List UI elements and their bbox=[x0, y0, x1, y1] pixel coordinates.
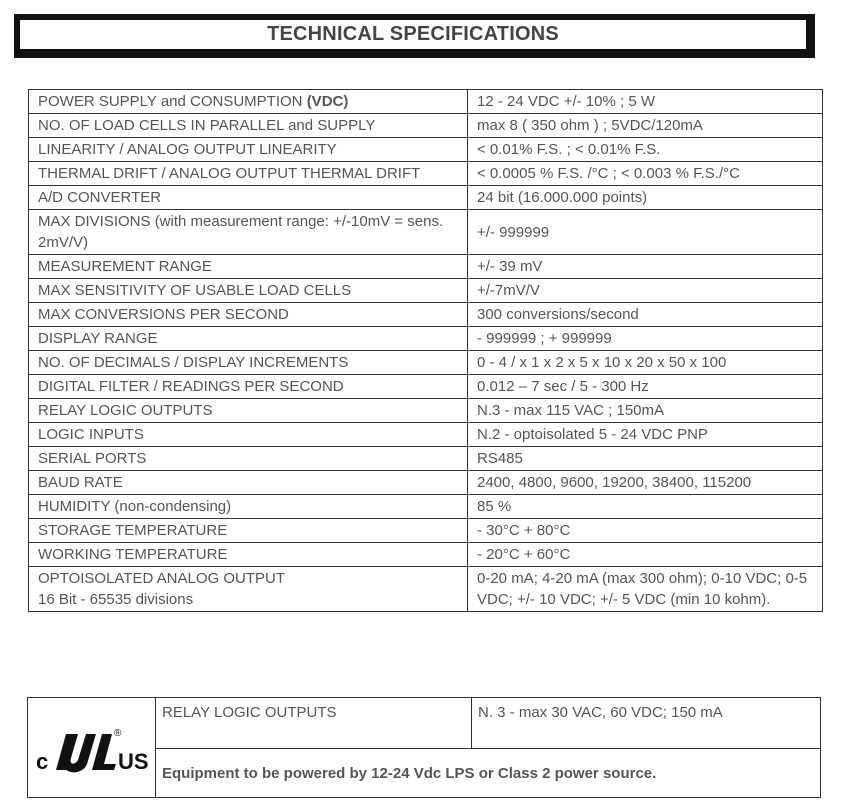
spec-label: NO. OF DECIMALS / DISPLAY INCREMENTS bbox=[29, 351, 468, 375]
table-row bbox=[29, 114, 823, 138]
spec-value: 0-20 mA; 4-20 mA (max 300 ohm); 0-10 VDC; 0-5 VDC; +/- 10 VDC; +/- 5 VDC (min 10 kohm). bbox=[468, 567, 823, 612]
spec-value: N.3 - max 115 VAC ; 150mA bbox=[468, 399, 823, 423]
table-row bbox=[29, 255, 823, 279]
spec-value: 12 - 24 VDC +/- 10% ; 5 W bbox=[468, 90, 823, 114]
svg-text:c: c bbox=[36, 749, 49, 774]
table-row bbox=[29, 447, 823, 471]
spec-value: 300 conversions/second bbox=[468, 303, 823, 327]
spec-value: RS485 bbox=[468, 447, 823, 471]
ul-logo-cell bbox=[28, 698, 156, 798]
spec-value: 0 - 4 / x 1 x 2 x 5 x 10 x 20 x 50 x 100 bbox=[468, 351, 823, 375]
svg-text:US: US bbox=[118, 749, 149, 774]
spec-label: MAX SENSITIVITY OF USABLE LOAD CELLS bbox=[29, 279, 468, 303]
power-source-note: Equipment to be powered by 12-24 Vdc LPS or Class 2 power source. bbox=[156, 749, 821, 798]
table-row bbox=[29, 162, 823, 186]
spec-label: MAX CONVERSIONS PER SECOND bbox=[29, 303, 468, 327]
spec-label: LOGIC INPUTS bbox=[29, 423, 468, 447]
spec-label: DISPLAY RANGE bbox=[29, 327, 468, 351]
relay-label: RELAY LOGIC OUTPUTS bbox=[156, 698, 472, 749]
spec-value: +/- 999999 bbox=[468, 210, 823, 255]
spec-label: WORKING TEMPERATURE bbox=[29, 543, 468, 567]
spec-label: THERMAL DRIFT / ANALOG OUTPUT THERMAL DRIFT bbox=[29, 162, 468, 186]
spec-label: STORAGE TEMPERATURE bbox=[29, 519, 468, 543]
spec-value: 0.012 – 7 sec / 5 - 300 Hz bbox=[468, 375, 823, 399]
svg-text:®: ® bbox=[114, 728, 122, 739]
spec-label: RELAY LOGIC OUTPUTS bbox=[29, 399, 468, 423]
table-row bbox=[29, 399, 823, 423]
certification-table bbox=[27, 697, 821, 798]
spec-value: 24 bit (16.000.000 points) bbox=[468, 186, 823, 210]
spec-value: < 0.01% F.S. ; < 0.01% F.S. bbox=[468, 138, 823, 162]
spec-label: LINEARITY / ANALOG OUTPUT LINEARITY bbox=[29, 138, 468, 162]
spec-value: - 20°C + 60°C bbox=[468, 543, 823, 567]
table-row bbox=[29, 567, 823, 612]
page-title: TECHNICAL SPECIFICATIONS bbox=[267, 23, 559, 45]
spec-label: HUMIDITY (non-condensing) bbox=[29, 495, 468, 519]
table-row bbox=[29, 375, 823, 399]
table-row bbox=[29, 186, 823, 210]
spec-value: - 30°C + 80°C bbox=[468, 519, 823, 543]
spec-label: A/D CONVERTER bbox=[29, 186, 468, 210]
spec-label: MEASUREMENT RANGE bbox=[29, 255, 468, 279]
title-box bbox=[14, 14, 815, 58]
title-inner bbox=[19, 19, 807, 50]
table-row bbox=[29, 423, 823, 447]
table-row bbox=[29, 519, 823, 543]
spec-label: MAX DIVISIONS (with measurement range: +/-10mV = sens. 2mV/V) bbox=[29, 210, 468, 255]
spec-label: NO. OF LOAD CELLS IN PARALLEL and SUPPLY bbox=[29, 114, 468, 138]
spec-value: N.2 - optoisolated 5 - 24 VDC PNP bbox=[468, 423, 823, 447]
relay-value: N. 3 - max 30 VAC, 60 VDC; 150 mA bbox=[472, 698, 821, 749]
table-row bbox=[29, 138, 823, 162]
table-row bbox=[29, 351, 823, 375]
spec-label: OPTOISOLATED ANALOG OUTPUT 16 Bit - 65535 divisions bbox=[29, 567, 468, 612]
spec-label: POWER SUPPLY and CONSUMPTION (VDC) bbox=[29, 90, 468, 114]
spec-table bbox=[28, 89, 823, 612]
table-row bbox=[29, 543, 823, 567]
table-row bbox=[29, 471, 823, 495]
spec-value: 85 % bbox=[468, 495, 823, 519]
spec-value: - 999999 ; + 999999 bbox=[468, 327, 823, 351]
table-row bbox=[29, 90, 823, 114]
spec-label: DIGITAL FILTER / READINGS PER SECOND bbox=[29, 375, 468, 399]
table-row bbox=[29, 210, 823, 255]
spec-label: SERIAL PORTS bbox=[29, 447, 468, 471]
table-row bbox=[29, 303, 823, 327]
table-row bbox=[29, 495, 823, 519]
spec-value: < 0.0005 % F.S. /°C ; < 0.003 % F.S./°C bbox=[468, 162, 823, 186]
spec-value: max 8 ( 350 ohm ) ; 5VDC/120mA bbox=[468, 114, 823, 138]
table-row bbox=[28, 698, 821, 749]
c-ul-us-certification-icon bbox=[34, 724, 152, 776]
table-row bbox=[29, 279, 823, 303]
spec-value: +/-7mV/V bbox=[468, 279, 823, 303]
spec-value: 2400, 4800, 9600, 19200, 38400, 115200 bbox=[468, 471, 823, 495]
table-row bbox=[29, 327, 823, 351]
spec-label: BAUD RATE bbox=[29, 471, 468, 495]
spec-value: +/- 39 mV bbox=[468, 255, 823, 279]
